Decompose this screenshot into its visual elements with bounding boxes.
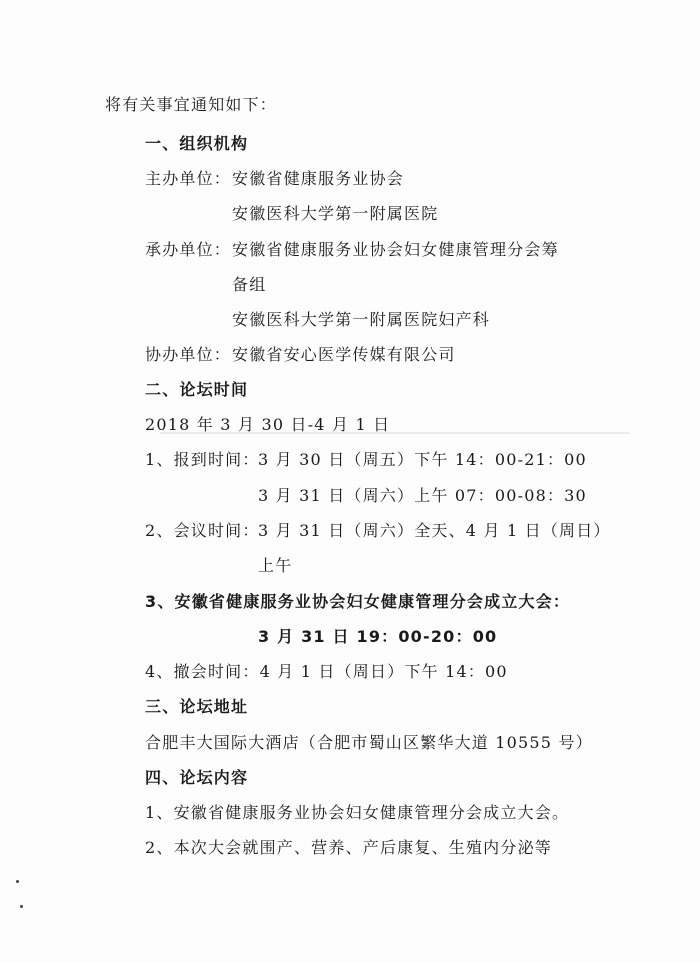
content-item-2: 2、本次大会就围产、营养、产后康复、生殖内分泌等 [145,838,552,857]
host-label: 主办单位： [145,169,232,188]
co-organizer-unit: 安徽省安心医学传媒有限公司 [232,345,456,364]
organizer-unit-1a: 安徽省健康服务业协会妇女健康管理分会筹 [232,240,559,259]
scan-speck [16,880,19,883]
intro-text: 将有关事宜通知如下： [105,95,278,114]
host-unit-2: 安徽医科大学第一附属医院 [232,204,439,223]
meeting-label: 2、会议时间： [145,521,260,540]
founding-meeting-time: 3 月 31 日 19：00-20：00 [258,627,498,646]
section4-heading: 四、论坛内容 [145,768,249,787]
content-item-1: 1、安徽省健康服务业协会妇女健康管理分会成立大会。 [145,803,570,822]
forum-address: 合肥丰大国际大酒店（合肥市蜀山区繁华大道 10555 号） [145,733,593,752]
co-organizer-label: 协办单位： [145,345,232,364]
section2-heading: 二、论坛时间 [145,380,249,399]
section1-heading: 一、组织机构 [145,134,249,153]
organizer-label: 承办单位： [145,240,232,259]
checkin-time-1: 3 月 30 日（周五）下午 14：00-21：00 [258,450,587,469]
meeting-time-2: 上午 [258,556,293,575]
checkin-label: 1、报到时间： [145,450,260,469]
founding-meeting-title: 3、安徽省健康服务业协会妇女健康管理分会成立大会： [145,592,571,611]
forum-dates: 2018 年 3 月 30 日-4 月 1 日 [145,415,391,434]
departure-time: 4、撤会时间：4 月 1 日（周日）下午 14：00 [145,662,508,681]
scan-speck [20,905,23,908]
meeting-time-1: 3 月 31 日（周六）全天、4 月 1 日（周日） [258,521,611,540]
organizer-unit-1b: 备组 [232,275,267,294]
section3-heading: 三、论坛地址 [145,697,249,716]
host-unit-1: 安徽省健康服务业协会 [232,169,405,188]
organizer-unit-2: 安徽医科大学第一附属医院妇产科 [232,310,491,329]
checkin-time-2: 3 月 31 日（周六）上午 07：00-08：30 [258,486,587,505]
